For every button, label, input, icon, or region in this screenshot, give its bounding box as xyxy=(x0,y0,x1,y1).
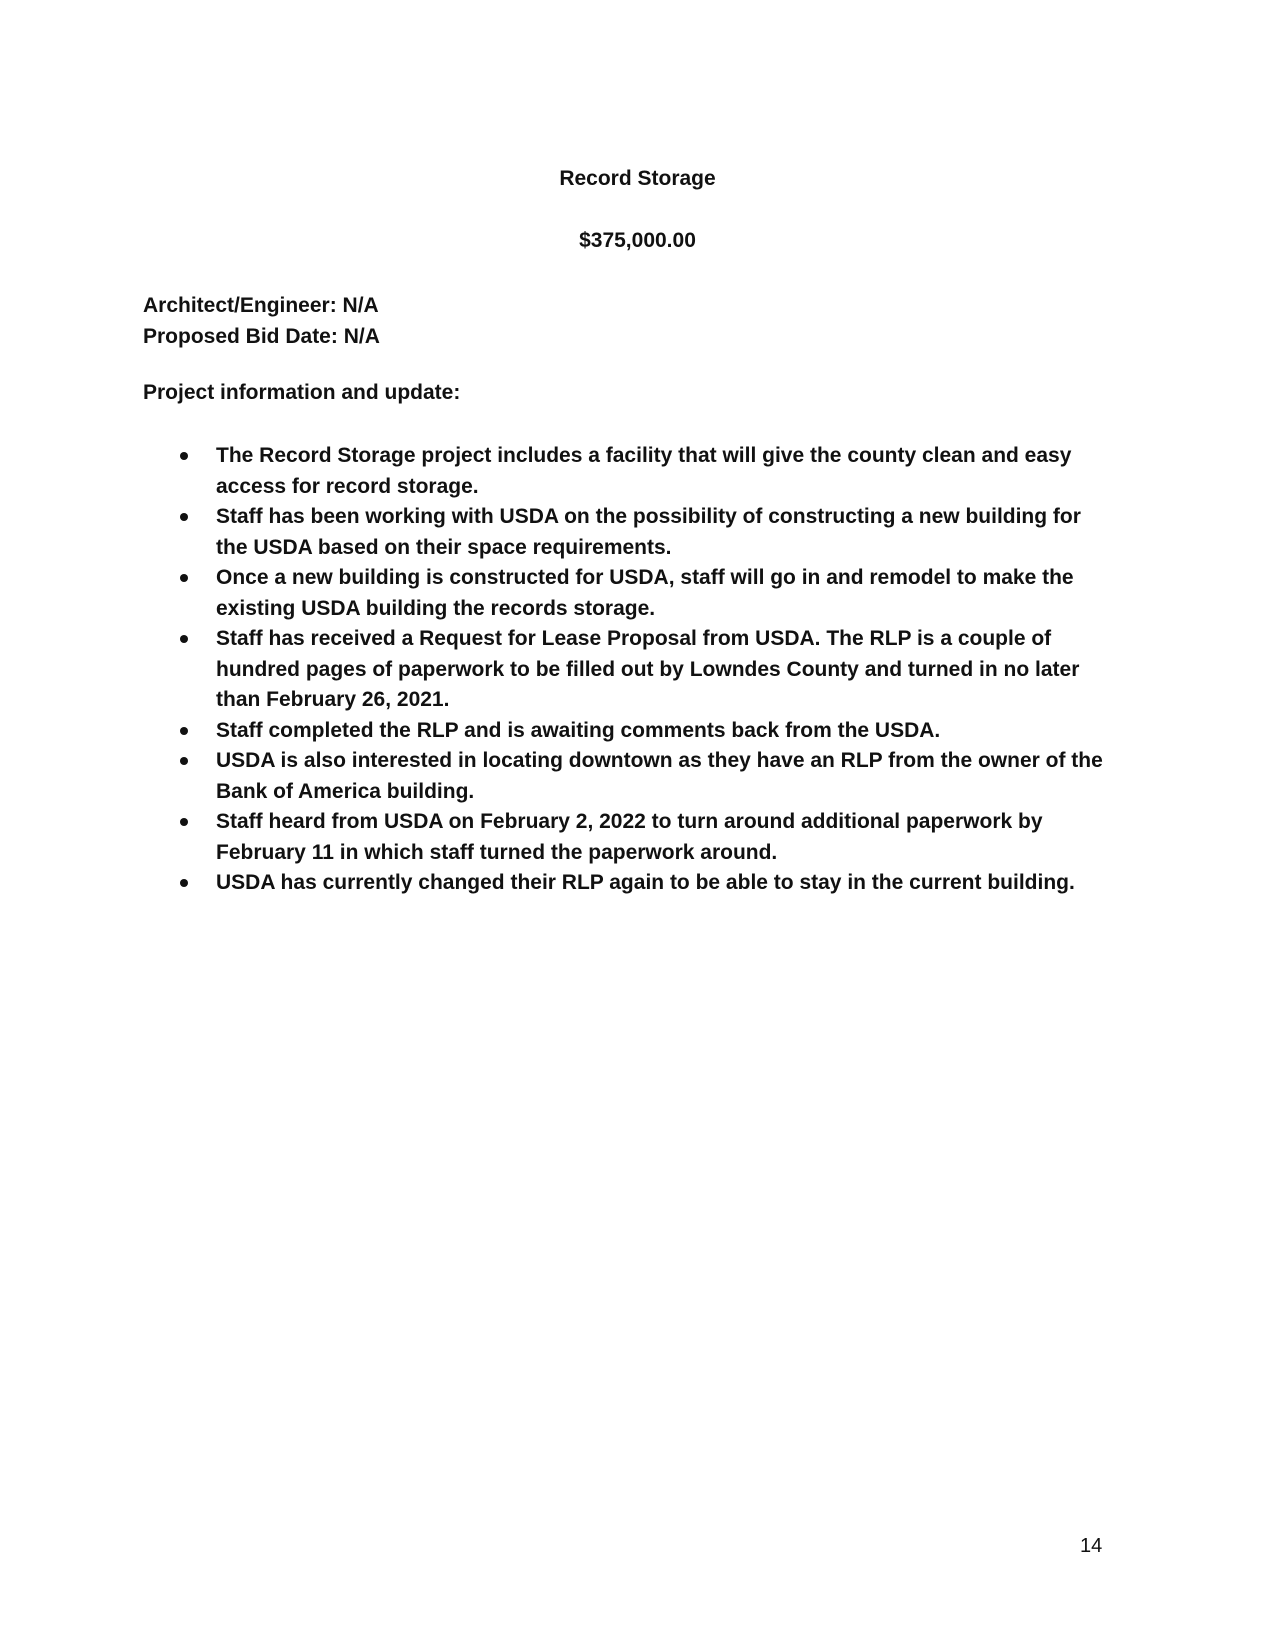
bullet-icon xyxy=(180,635,188,643)
bullet-icon xyxy=(180,574,188,582)
list-item xyxy=(178,502,1118,563)
list-item xyxy=(178,807,1118,868)
list-item xyxy=(178,441,1118,502)
page-number: 14 xyxy=(1080,1535,1103,1557)
list-item xyxy=(178,716,1118,747)
update-bullet-list xyxy=(178,441,1118,899)
list-item-text: Staff has been working with USDA on the possibility of constructing a new building for the USDA based on their space requirements. xyxy=(216,505,1081,559)
section-heading: Project information and update: xyxy=(143,381,461,404)
project-amount: $375,000.00 xyxy=(579,229,696,252)
list-item xyxy=(178,624,1118,716)
list-item-text: Once a new building is constructed for USDA, staff will go in and remodel to make the existing USDA building the records storage. xyxy=(216,566,1074,620)
page-title: Record Storage xyxy=(559,167,716,190)
bullet-icon xyxy=(180,818,188,826)
architect-engineer-line: Architect/Engineer: N/A xyxy=(143,294,379,317)
list-item-text: Staff has received a Request for Lease Proposal from USDA. The RLP is a couple of hundred pages of paperwork to be filled out by Lowndes County and turned in no later than February 26, 2021. xyxy=(216,627,1080,711)
list-item xyxy=(178,868,1118,899)
proposed-bid-date-line: Proposed Bid Date: N/A xyxy=(143,325,380,348)
list-item xyxy=(178,746,1118,807)
list-item-text: Staff heard from USDA on February 2, 2022 to turn around additional paperwork by February 11 in which staff turned the paperwork around. xyxy=(216,810,1043,864)
bullet-icon xyxy=(180,727,188,735)
list-item-text: USDA has currently changed their RLP again to be able to stay in the current building. xyxy=(216,871,1075,894)
list-item-text: Staff completed the RLP and is awaiting comments back from the USDA. xyxy=(216,718,941,742)
list-item-text: USDA is also interested in locating downtown as they have an RLP from the owner of the Bank of America building. xyxy=(216,749,1103,803)
list-item-text: The Record Storage project includes a facility that will give the county clean and easy access for record storage. xyxy=(216,444,1072,498)
list-item xyxy=(178,563,1118,624)
bullet-icon xyxy=(180,513,188,521)
project-meta xyxy=(143,290,380,352)
bullet-icon xyxy=(180,452,188,460)
bullet-icon xyxy=(180,879,188,887)
bullet-icon xyxy=(180,757,188,765)
